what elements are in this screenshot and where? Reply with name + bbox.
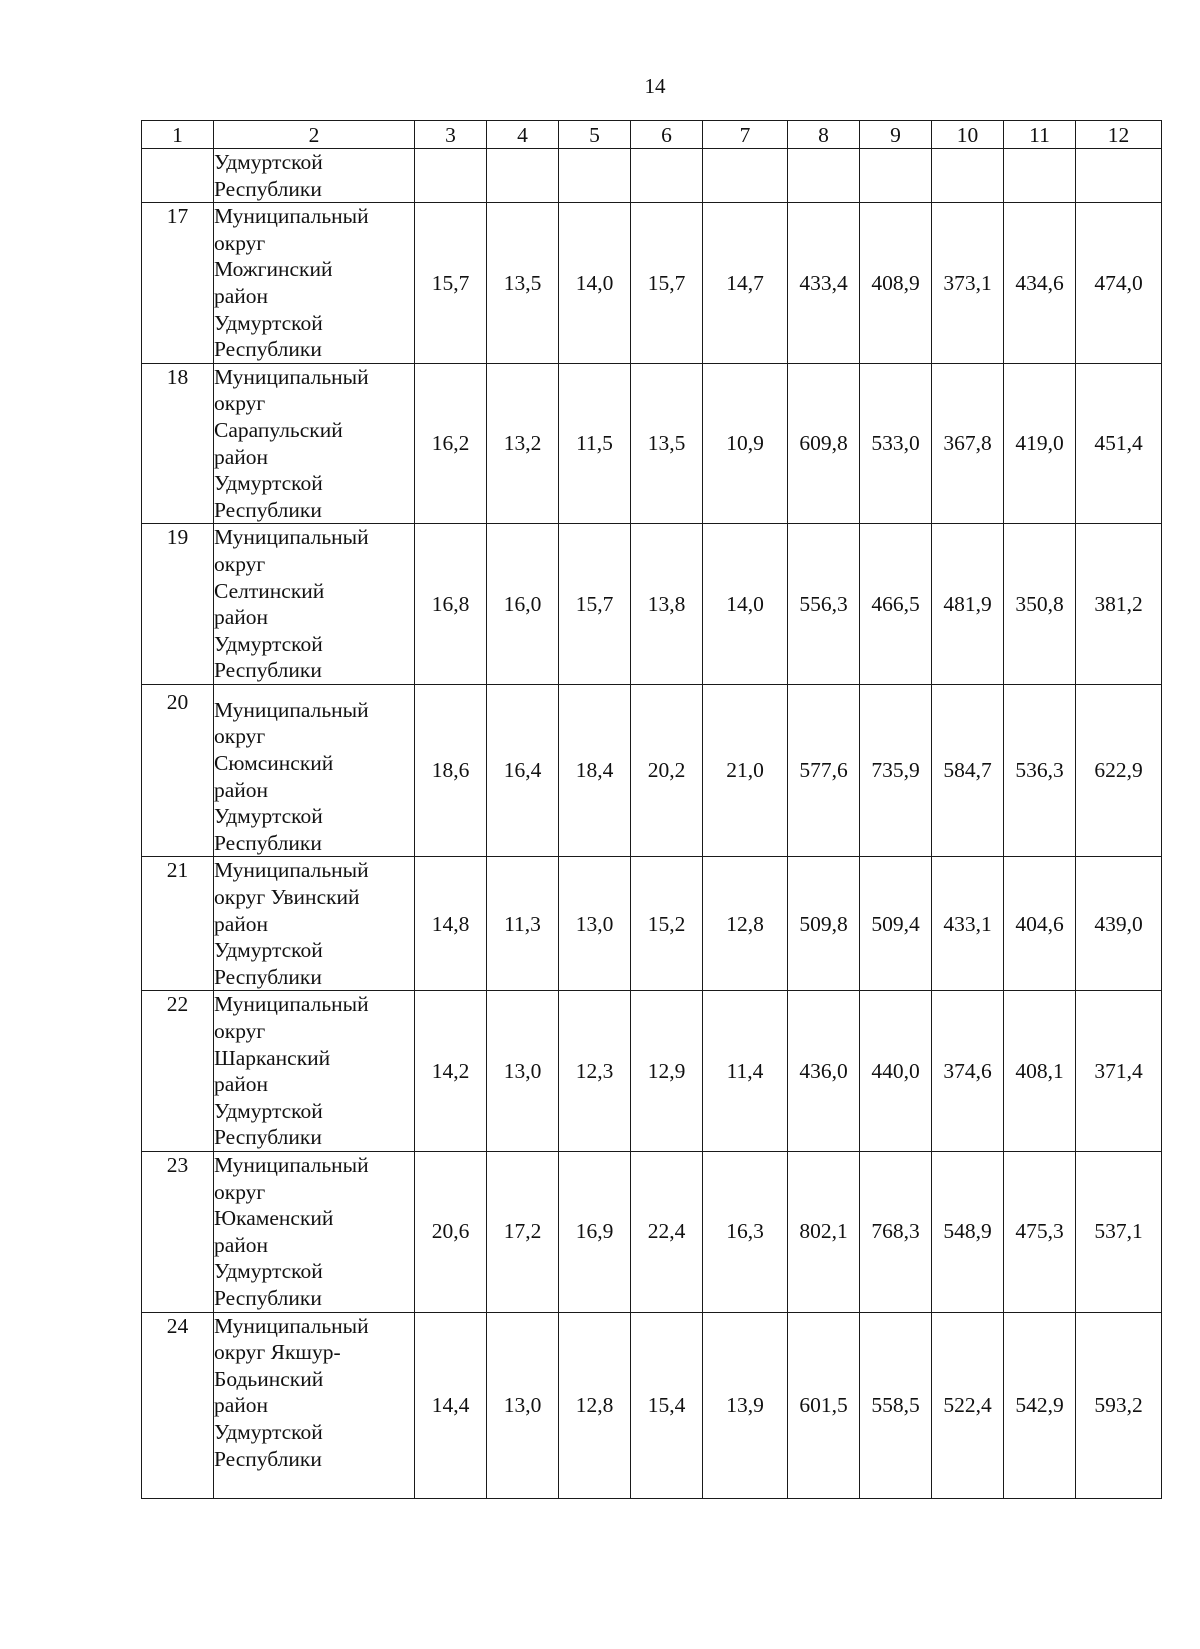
table-row [142, 1151, 1162, 1312]
value-cell-col-11: 475,3 [1004, 1151, 1076, 1312]
municipality-name-line: округ [214, 1019, 266, 1043]
municipality-name-line: Удмуртской [214, 1419, 323, 1444]
column-header: 10 [932, 121, 1004, 149]
empty-value-cell [1076, 149, 1162, 203]
value-cell-col-4: 11,3 [487, 857, 559, 991]
municipality-name-line: Муниципальный [214, 364, 369, 389]
value-cell-col-11: 419,0 [1004, 363, 1076, 524]
municipality-name-line: Удмуртской [214, 804, 323, 829]
table-row [142, 524, 1162, 685]
municipality-name-line: Удмуртской [214, 938, 323, 963]
value-cell-col-6: 13,5 [631, 363, 703, 524]
column-header: 12 [1076, 121, 1162, 149]
value-cell-col-9: 533,0 [860, 363, 932, 524]
table-row [142, 363, 1162, 524]
value-cell-col-12: 537,1 [1076, 1151, 1162, 1312]
value-cell-col-5: 14,0 [559, 203, 631, 364]
column-header: 1 [142, 121, 214, 149]
value-cell-col-11: 536,3 [1004, 684, 1076, 857]
municipality-name-line: Муниципальный [214, 992, 369, 1017]
municipality-name-line: Удмуртской [214, 1098, 323, 1123]
value-cell-col-10: 548,9 [932, 1151, 1004, 1312]
value-cell-col-7: 12,8 [703, 857, 788, 991]
value-cell-col-3: 16,8 [415, 524, 487, 685]
municipality-name-cell [214, 684, 415, 857]
statistics-table [141, 120, 1162, 1499]
value-cell-col-8: 509,8 [788, 857, 860, 991]
municipality-name-line: Можгинский [214, 257, 333, 282]
value-cell-col-7: 13,9 [703, 1312, 788, 1498]
municipality-name-line: район [214, 1393, 269, 1418]
empty-value-cell [932, 149, 1004, 203]
municipality-name-line: Республики [214, 830, 322, 855]
empty-value-cell [788, 149, 860, 203]
empty-value-cell [860, 149, 932, 203]
value-cell-col-8: 577,6 [788, 684, 860, 857]
value-cell-col-4: 13,0 [487, 991, 559, 1152]
value-cell-col-9: 735,9 [860, 684, 932, 857]
value-cell-col-6: 15,7 [631, 203, 703, 364]
empty-value-cell [487, 149, 559, 203]
municipality-name-cell [214, 203, 415, 364]
column-header: 9 [860, 121, 932, 149]
value-cell-col-3: 14,8 [415, 857, 487, 991]
column-header: 6 [631, 121, 703, 149]
municipality-name-line: округ [214, 230, 266, 255]
value-cell-col-12: 371,4 [1076, 991, 1162, 1152]
value-cell-col-6: 15,2 [631, 857, 703, 991]
value-cell-col-8: 802,1 [788, 1151, 860, 1312]
value-cell-col-4: 16,4 [487, 684, 559, 857]
value-cell-col-9: 768,3 [860, 1151, 932, 1312]
table-row [142, 684, 1162, 857]
value-cell-col-10: 433,1 [932, 857, 1004, 991]
column-number-header-row [142, 121, 1162, 149]
value-cell-col-5: 12,8 [559, 1312, 631, 1498]
municipality-name-line: Муниципальный [214, 1313, 369, 1338]
value-cell-col-12: 451,4 [1076, 363, 1162, 524]
column-header: 11 [1004, 121, 1076, 149]
column-header: 5 [559, 121, 631, 149]
value-cell-col-9: 440,0 [860, 991, 932, 1152]
municipality-name-line: район [214, 777, 269, 802]
municipality-name-line: Юкаменский [214, 1206, 334, 1231]
empty-value-cell [1004, 149, 1076, 203]
value-cell-col-7: 16,3 [703, 1151, 788, 1312]
value-cell-col-4: 16,0 [487, 524, 559, 685]
row-number-cell: 21 [142, 857, 214, 991]
municipality-name-line: район [214, 605, 269, 630]
value-cell-col-11: 434,6 [1004, 203, 1076, 364]
municipality-name-line: район [214, 911, 269, 936]
municipality-name-line: Муниципальный [214, 525, 369, 550]
municipality-name-cell [214, 149, 415, 203]
value-cell-col-3: 18,6 [415, 684, 487, 857]
value-cell-col-5: 16,9 [559, 1151, 631, 1312]
column-header: 8 [788, 121, 860, 149]
row-number-cell: 23 [142, 1151, 214, 1312]
value-cell-col-4: 13,2 [487, 363, 559, 524]
value-cell-col-6: 22,4 [631, 1151, 703, 1312]
value-cell-col-9: 466,5 [860, 524, 932, 685]
value-cell-col-3: 20,6 [415, 1151, 487, 1312]
value-cell-col-10: 481,9 [932, 524, 1004, 685]
municipality-name-line: Муниципальный [214, 204, 369, 229]
value-cell-col-5: 13,0 [559, 857, 631, 991]
empty-value-cell [559, 149, 631, 203]
municipality-name-line: Республики [214, 497, 322, 522]
municipality-name-line: Удмуртской [214, 310, 323, 335]
empty-value-cell [703, 149, 788, 203]
municipality-name-line: район [214, 283, 269, 308]
value-cell-col-8: 433,4 [788, 203, 860, 364]
value-cell-col-5: 15,7 [559, 524, 631, 685]
row-number-cell: 17 [142, 203, 214, 364]
value-cell-col-11: 542,9 [1004, 1312, 1076, 1498]
municipality-name-line: Шарканский [214, 1045, 331, 1070]
municipality-name-cell [214, 1151, 415, 1312]
municipality-name-line: Селтинский [214, 578, 325, 603]
value-cell-col-3: 15,7 [415, 203, 487, 364]
municipality-name-line: Республики [214, 658, 322, 683]
municipality-name-line: округ [214, 1179, 266, 1204]
value-cell-col-7: 11,4 [703, 991, 788, 1152]
table-body [142, 149, 1162, 1499]
table-row [142, 991, 1162, 1152]
municipality-name-line: Муниципальный [214, 697, 369, 722]
row-number-cell: 24 [142, 1312, 214, 1498]
municipality-name-cell [214, 363, 415, 524]
value-cell-col-10: 374,6 [932, 991, 1004, 1152]
municipality-name-line: Сюмсинский [214, 751, 334, 776]
empty-value-cell [631, 149, 703, 203]
value-cell-col-8: 601,5 [788, 1312, 860, 1498]
municipality-name-line: Муниципальный [214, 1152, 369, 1177]
value-cell-col-12: 593,2 [1076, 1312, 1162, 1498]
column-header: 4 [487, 121, 559, 149]
value-cell-col-10: 367,8 [932, 363, 1004, 524]
value-cell-col-8: 436,0 [788, 991, 860, 1152]
value-cell-col-6: 13,8 [631, 524, 703, 685]
value-cell-col-7: 10,9 [703, 363, 788, 524]
value-cell-col-7: 21,0 [703, 684, 788, 857]
value-cell-col-11: 404,6 [1004, 857, 1076, 991]
value-cell-col-4: 17,2 [487, 1151, 559, 1312]
value-cell-col-12: 474,0 [1076, 203, 1162, 364]
value-cell-col-10: 522,4 [932, 1312, 1004, 1498]
value-cell-col-11: 408,1 [1004, 991, 1076, 1152]
empty-value-cell [415, 149, 487, 203]
municipality-name-line: округ [214, 391, 266, 416]
table-row [142, 857, 1162, 991]
value-cell-col-4: 13,5 [487, 203, 559, 364]
row-number-cell: 18 [142, 363, 214, 524]
value-cell-col-9: 509,4 [860, 857, 932, 991]
municipality-name-cell [214, 1312, 415, 1498]
municipality-name-line: Удмуртской [214, 471, 323, 496]
value-cell-col-8: 609,8 [788, 363, 860, 524]
value-cell-col-3: 16,2 [415, 363, 487, 524]
municipality-name-line: Удмуртской [214, 631, 323, 656]
value-cell-col-9: 558,5 [860, 1312, 932, 1498]
municipality-name-line: район [214, 1232, 269, 1257]
value-cell-col-3: 14,4 [415, 1312, 487, 1498]
value-cell-col-5: 18,4 [559, 684, 631, 857]
municipality-name-line: район [214, 444, 269, 469]
value-cell-col-7: 14,0 [703, 524, 788, 685]
value-cell-col-10: 584,7 [932, 684, 1004, 857]
continuation-row [142, 149, 1162, 203]
value-cell-col-3: 14,2 [415, 991, 487, 1152]
municipality-name-line: округ [214, 551, 266, 576]
value-cell-col-9: 408,9 [860, 203, 932, 364]
municipality-name-line: Республики [214, 964, 322, 989]
value-cell-col-7: 14,7 [703, 203, 788, 364]
value-cell-col-5: 12,3 [559, 991, 631, 1152]
value-cell-col-4: 13,0 [487, 1312, 559, 1498]
value-cell-col-5: 11,5 [559, 363, 631, 524]
municipality-name-line: Удмуртской [214, 150, 323, 174]
municipality-name-line: округ Якшур- [214, 1340, 341, 1365]
municipality-name-line: округ Увинский [214, 885, 360, 910]
column-header: 2 [214, 121, 415, 149]
municipality-name-cell [214, 991, 415, 1152]
value-cell-col-8: 556,3 [788, 524, 860, 685]
value-cell-col-10: 373,1 [932, 203, 1004, 364]
municipality-name-line: Муниципальный [214, 858, 369, 883]
column-header: 7 [703, 121, 788, 149]
value-cell-col-12: 439,0 [1076, 857, 1162, 991]
row-number-cell: 20 [142, 684, 214, 857]
municipality-name-line: Сарапульский [214, 417, 343, 442]
municipality-name-cell [214, 857, 415, 991]
row-number-cell: 22 [142, 991, 214, 1152]
municipality-name-line: Республики [214, 337, 322, 362]
column-header: 3 [415, 121, 487, 149]
value-cell-col-11: 350,8 [1004, 524, 1076, 685]
municipality-name-cell [214, 524, 415, 685]
municipality-name-line: Бодьинский [214, 1366, 324, 1391]
value-cell-col-12: 381,2 [1076, 524, 1162, 685]
municipality-name-line: район [214, 1072, 269, 1097]
value-cell-col-6: 15,4 [631, 1312, 703, 1498]
row-number-cell [142, 149, 214, 203]
municipality-name-line: Республики [214, 1446, 322, 1471]
table-row [142, 203, 1162, 364]
municipality-name-line: округ [214, 724, 266, 749]
municipality-name-line: Удмуртской [214, 1259, 323, 1284]
value-cell-col-6: 12,9 [631, 991, 703, 1152]
page-number: 14 [644, 74, 666, 98]
value-cell-col-6: 20,2 [631, 684, 703, 857]
row-number-cell: 19 [142, 524, 214, 685]
municipality-name-line: Республики [214, 1285, 322, 1310]
municipality-name-line: Республики [214, 1125, 322, 1150]
table-row [142, 1312, 1162, 1498]
value-cell-col-12: 622,9 [1076, 684, 1162, 857]
municipality-name-line: Республики [214, 176, 322, 201]
